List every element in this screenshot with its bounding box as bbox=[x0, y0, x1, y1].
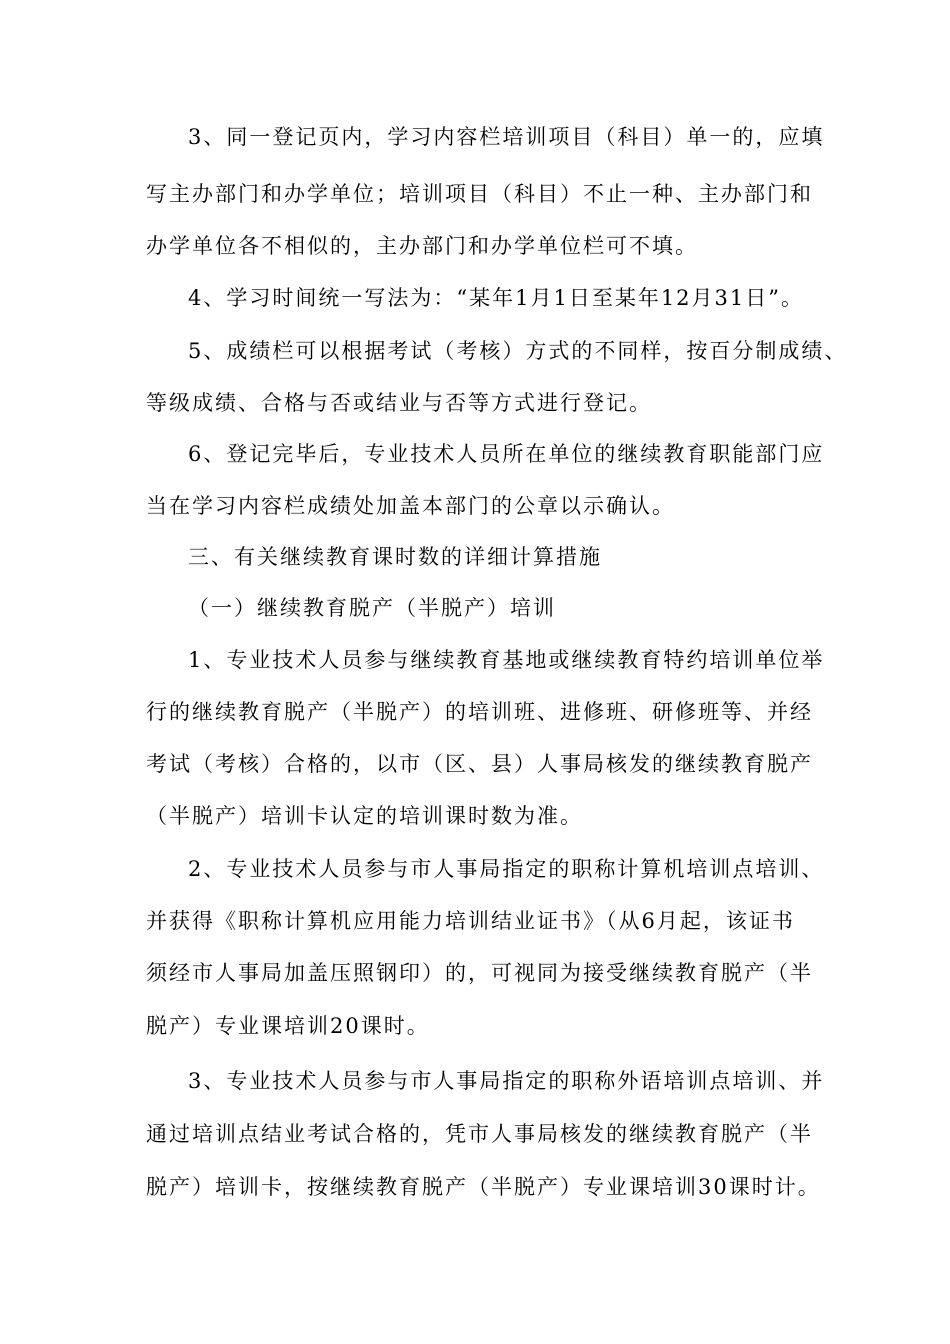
item-1-line-3: 考试（考核）合格的，以市（区、县）人事局核发的继续教育脱产 bbox=[146, 752, 813, 776]
paragraph-6-line-1: 6、登记完毕后，专业技术人员所在单位的继续教育职能部门应 bbox=[188, 442, 825, 466]
subsection-heading-1: （一）继续教育脱产（半脱产）培训 bbox=[188, 596, 556, 620]
item-3-line-3: 脱产）培训卡，按继续教育脱产（半脱产）专业课培训30课时计。 bbox=[146, 1175, 821, 1199]
paragraph-3-line-1: 3、同一登记页内，学习内容栏培训项目（科目）单一的，应填 bbox=[188, 125, 825, 149]
item-2-line-1: 2、专业技术人员参与市人事局指定的职称计算机培训点培训、 bbox=[188, 857, 825, 881]
item-3-line-1: 3、专业技术人员参与市人事局指定的职称外语培训点培训、并 bbox=[188, 1069, 825, 1093]
item-2-line-2: 并获得《职称计算机应用能力培训结业证书》（从6月起，该证书 bbox=[146, 909, 795, 933]
section-heading-3: 三、有关继续教育课时数的详细计算措施 bbox=[188, 545, 602, 569]
paragraph-3-line-3: 办学单位各不相似的，主办部门和办学单位栏可不填。 bbox=[146, 234, 698, 258]
paragraph-3-line-2: 写主办部门和办学单位；培训项目（科目）不止一种、主办部门和 bbox=[146, 182, 813, 206]
paragraph-4-line-1: 4、学习时间统一写法为：“某年1月1日至某年12月31日”。 bbox=[188, 286, 804, 310]
item-1-line-1: 1、专业技术人员参与继续教育基地或继续教育特约培训单位举 bbox=[188, 648, 825, 672]
item-2-line-3: 须经市人事局加盖压照钢印）的，可视同为接受继续教育脱产（半 bbox=[146, 961, 813, 985]
paragraph-5-line-1: 5、成绩栏可以根据考试（考核）方式的不同样，按百分制成绩、 bbox=[188, 339, 848, 363]
paragraph-5-line-2: 等级成绩、合格与否或结业与否等方式进行登记。 bbox=[146, 391, 652, 415]
item-3-line-2: 通过培训点结业考试合格的，凭市人事局核发的继续教育脱产（半 bbox=[146, 1122, 813, 1146]
item-1-line-4: （半脱产）培训卡认定的培训课时数为准。 bbox=[146, 804, 583, 828]
item-2-line-4: 脱产）专业课培训20课时。 bbox=[146, 1014, 430, 1038]
item-1-line-2: 行的继续教育脱产（半脱产）的培训班、进修班、研修班等、并经 bbox=[146, 700, 813, 724]
paragraph-6-line-2: 当在学习内容栏成绩处加盖本部门的公章以示确认。 bbox=[146, 494, 675, 518]
